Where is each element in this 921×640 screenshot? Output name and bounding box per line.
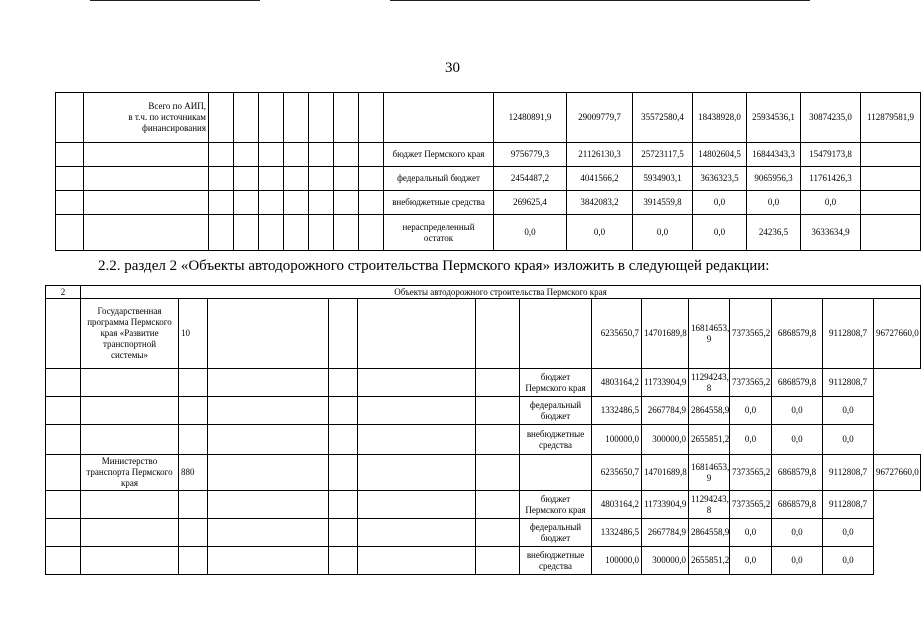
cell-value: 6235650,7 [592, 455, 642, 491]
cell-value: 16814653, 9 [689, 299, 730, 369]
cell-value: 300000,0 [642, 547, 689, 575]
cell-value: 7373565,2 [730, 455, 772, 491]
cell-value: 9065956,3 [747, 167, 801, 191]
table-row [46, 519, 921, 547]
cell-value: 5934903,1 [633, 167, 693, 191]
cell-value: 4041566,2 [567, 167, 633, 191]
total-value: 35572580,4 [633, 93, 693, 143]
cell-value: 0,0 [693, 215, 747, 251]
cell-value: 2864558,9 [689, 397, 730, 425]
source-label: бюджет Пермского края [520, 369, 592, 397]
cell-value: 3842083,2 [567, 191, 633, 215]
cell-value: 11294243, 8 [689, 491, 730, 519]
cell-value: 14701689,8 [642, 455, 689, 491]
cell-value: 9112808,7 [823, 369, 874, 397]
cell-value: 269625,4 [494, 191, 567, 215]
cell-value: 0,0 [494, 215, 567, 251]
total-value: 30874235,0 [801, 93, 861, 143]
cell-value: 2655851,2 [689, 425, 730, 455]
cell-value: 100000,0 [592, 547, 642, 575]
ministry-name: Министерство транспорта Пермского края [81, 455, 179, 491]
cell-value: 3914559,8 [633, 191, 693, 215]
table-row [56, 191, 921, 215]
table-row [46, 425, 921, 455]
cell-value: 0,0 [730, 519, 772, 547]
cell-value: 6235650,7 [592, 299, 642, 369]
cell-value: 4803164,2 [592, 491, 642, 519]
total-label: Всего по АИП, в т.ч. по источникам финансирования [84, 93, 209, 143]
section-title: Объекты автодорожного строительства Пермского края [81, 286, 921, 299]
source-label: нераспределенный остаток [384, 215, 494, 251]
cell-value: 16844343,3 [747, 143, 801, 167]
cell-value: 11294243, 8 [689, 369, 730, 397]
cell-value: 0,0 [772, 519, 823, 547]
table-row [46, 369, 921, 397]
cell-value: 1332486,5 [592, 519, 642, 547]
section-number: 2 [46, 286, 81, 299]
cell-value: 14701689,8 [642, 299, 689, 369]
cell-value: 0,0 [772, 547, 823, 575]
cell-value: 2864558,9 [689, 519, 730, 547]
cell-value: 0,0 [730, 547, 772, 575]
source-label: бюджет Пермского края [384, 143, 494, 167]
total-value: 29009779,7 [567, 93, 633, 143]
program-name: Государственная программа Пермского края «Развитие транспортной системы» [81, 299, 179, 369]
total-value: 112879581,9 [861, 93, 921, 143]
ministry-code: 880 [179, 455, 208, 491]
cell-value: 16814653, 9 [689, 455, 730, 491]
cell-value: 6868579,8 [772, 455, 823, 491]
cell-value: 11733904,9 [642, 369, 689, 397]
table-row-total [56, 93, 921, 143]
total-value: 12480891,9 [494, 93, 567, 143]
cell-value: 3633634,9 [801, 215, 861, 251]
total-value: 18438928,0 [693, 93, 747, 143]
cell-value: 9112808,7 [823, 455, 874, 491]
cell-value: 0,0 [801, 191, 861, 215]
table-row [46, 397, 921, 425]
cell-value: 7373565,2 [730, 299, 772, 369]
total-value: 25934536,1 [747, 93, 801, 143]
cell-value: 2454487,2 [494, 167, 567, 191]
source-label: внебюджетные средства [520, 425, 592, 455]
cell-value: 2655851,2 [689, 547, 730, 575]
cell-value: 6868579,8 [772, 369, 823, 397]
cell-value: 0,0 [772, 425, 823, 455]
source-label: бюджет Пермского края [520, 491, 592, 519]
cell-value: 14802604,5 [693, 143, 747, 167]
table-row [46, 491, 921, 519]
table-row [56, 215, 921, 251]
table-row-ministry [46, 455, 921, 491]
source-label: федеральный бюджет [384, 167, 494, 191]
cell-value: 9112808,7 [823, 299, 874, 369]
table-row-section [46, 286, 921, 299]
source-label: федеральный бюджет [520, 519, 592, 547]
table-row [56, 167, 921, 191]
section-heading: 2.2. раздел 2 «Объекты автодорожного строительства Пермского края» изложить в следующей редакции: [98, 258, 770, 274]
cell-value: 300000,0 [642, 425, 689, 455]
cell-value: 6868579,8 [772, 299, 823, 369]
cell-value: 4803164,2 [592, 369, 642, 397]
cell-value: 11761426,3 [801, 167, 861, 191]
page-number: 30 [445, 60, 460, 76]
cell-value: 0,0 [823, 547, 874, 575]
scan-top-edge-right [390, 0, 810, 1]
cell-value: 96727660,0 [874, 455, 921, 491]
cell-value: 100000,0 [592, 425, 642, 455]
cell-value: 7373565,2 [730, 369, 772, 397]
cell-value: 0,0 [823, 397, 874, 425]
cell-value: 0,0 [823, 519, 874, 547]
table-row [46, 547, 921, 575]
source-label: внебюджетные средства [384, 191, 494, 215]
cell-value: 21126130,3 [567, 143, 633, 167]
cell-value: 0,0 [730, 425, 772, 455]
cell-value: 1332486,5 [592, 397, 642, 425]
table-row [56, 143, 921, 167]
cell-value: 0,0 [567, 215, 633, 251]
cell-value: 7373565,2 [730, 491, 772, 519]
funding-summary-table [55, 92, 921, 251]
road-construction-table [45, 285, 921, 575]
cell-value: 0,0 [693, 191, 747, 215]
cell-value: 0,0 [772, 397, 823, 425]
cell-value: 3636323,5 [693, 167, 747, 191]
source-label: федеральный бюджет [520, 397, 592, 425]
source-label: внебюджетные средства [520, 547, 592, 575]
scan-top-edge-left [90, 0, 260, 1]
cell-value: 2667784,9 [642, 519, 689, 547]
cell-value: 11733904,9 [642, 491, 689, 519]
cell-value: 0,0 [823, 425, 874, 455]
cell-value: 9112808,7 [823, 491, 874, 519]
cell-value: 0,0 [730, 397, 772, 425]
cell-value: 9756779,3 [494, 143, 567, 167]
cell-value: 6868579,8 [772, 491, 823, 519]
program-code: 10 [179, 299, 208, 369]
cell-value: 24236,5 [747, 215, 801, 251]
table-row-program [46, 299, 921, 369]
cell-value: 2667784,9 [642, 397, 689, 425]
cell-value: 0,0 [747, 191, 801, 215]
cell-value: 15479173,8 [801, 143, 861, 167]
cell-value: 0,0 [633, 215, 693, 251]
cell-value: 25723117,5 [633, 143, 693, 167]
cell-value: 96727660,0 [874, 299, 921, 369]
